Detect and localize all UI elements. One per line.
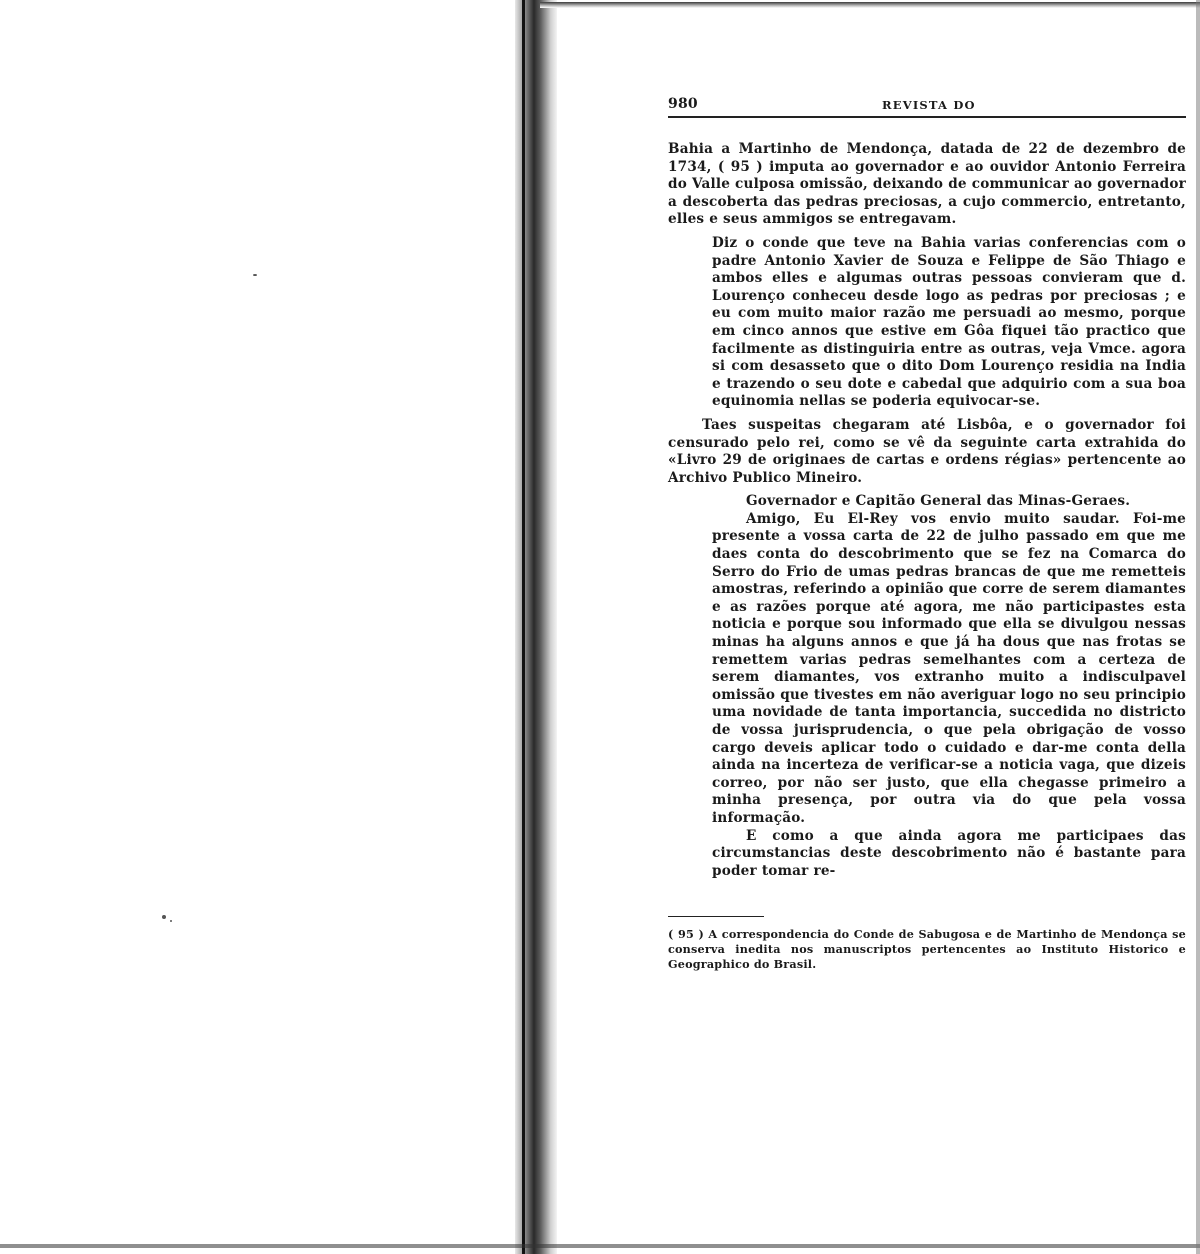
- paper-speck: [162, 915, 166, 919]
- footnote-rule: [668, 916, 764, 917]
- page-header: [668, 96, 1186, 116]
- body-paragraph: Taes suspeitas chegaram até Lisbôa, e o governador foi censurado pelo rei, como se vê da seguinte carta extrahida do «Livro 29 de originaes de cartas e ordens régias» pertencente ao Archivo Publico Mineiro.: [668, 416, 1186, 486]
- header-rule: [668, 116, 1186, 118]
- page-bottom-edge: [0, 1244, 1200, 1248]
- page-number: 980: [668, 96, 698, 112]
- right-page: [668, 96, 1186, 971]
- page-top-edge: [540, 2, 1200, 8]
- quote-paragraph: Diz o conde que teve na Bahia varias conferencias com o padre Antonio Xavier de Souza e Felippe de São Thiago e ambos elles e algumas outras pessoas convieram que d. Lourenço conheceu desde logo as pedras por preciosas ; e eu com muito maior razão me persuadi ao mesmo, porque em cinco annos que estive em Gôa fiquei tão practico que facilmente as distinguiria entre as outras, veja Vmce. agora si com desasseto que o dito Dom Lourenço residia na India e trazendo o seu dote e cabedal que adquirio com a sua boa equinomia nellas se poderia equivocar-se.: [712, 234, 1186, 410]
- letter-body: Amigo, Eu El-Rey vos envio muito saudar. Foi-me presente a vossa carta de 22 de julho passado em que me daes conta do descobrimento que se fez na Comarca do Serro do Frio de umas pedras brancas de que me remetteis amostras, referindo a opinião que corre de serem diamantes e as razões porque até agora, me não participastes esta noticia e porque sou informado que ella se divulgou nessas minas ha alguns annos e que já ha dous que nas frotas se remettem varias pedras semelhantes com a certeza de serem diamantes, vos extranho muito a indisculpavel omissão que tivestes em não averiguar logo no seu principio uma novidade de tanta importancia, succedida no districto de vossa jurisprudencia, o que pela obrigação de vosso cargo deveis aplicar todo o cuidado e dar-me conta della ainda na incerteza de verificar-se a noticia vaga, que dizeis correo, por não ser justo, que ella chegasse primeiro a minha presença, por outra via do que pela vossa informação.: [712, 510, 1186, 826]
- royal-letter: [712, 493, 1186, 880]
- body-paragraph: Bahia a Martinho de Mendonça, datada de 22 de dezembro de 1734, ( 95 ) imputa ao governador e ao ouvidor Antonio Ferreira do Valle culposa omissão, deixando de communicar ao governador a descoberta das pedras preciosas, a cujo commercio, entretanto, elles e seus ammigos se entregavam.: [668, 141, 1186, 228]
- paper-speck: [253, 274, 257, 276]
- running-head: REVISTA DO: [882, 98, 976, 112]
- footnote: ( 95 ) A correspondencia do Conde de Sabugosa e de Martinho de Mendonça se conserva inedita nos manuscriptos pertencentes ao Instituto Historico e Geographico do Brasil.: [668, 927, 1186, 971]
- gutter-shadow: [522, 0, 525, 1254]
- block-quote: [712, 235, 1186, 411]
- blank-left-page: [0, 0, 520, 1254]
- page-right-edge: [1196, 0, 1200, 1254]
- letter-salutation: Governador e Capitão General das Minas-Geraes.: [746, 493, 1131, 510]
- letter-continuation: E como a que ainda agora me participaes das circumstancias deste descobrimento não é bastante para poder tomar re-: [712, 827, 1186, 879]
- paper-speck: [170, 920, 172, 922]
